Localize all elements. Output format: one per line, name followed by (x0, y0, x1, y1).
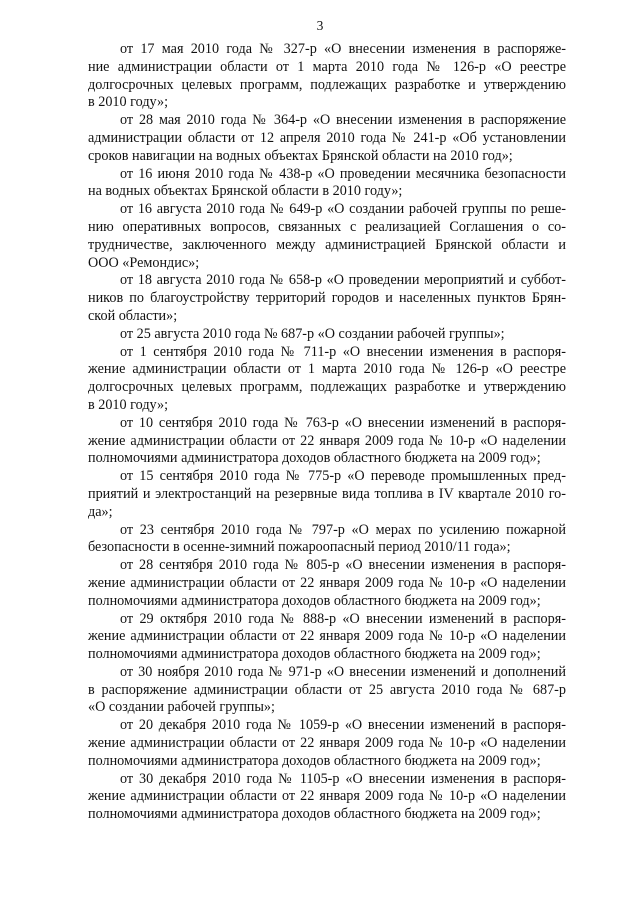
text-line: долгосрочных целевых программ, подлежащих разработке и утверждению (88, 379, 566, 396)
text-line: в распоряжение администрации области от 25 августа 2010 года № 687-р (88, 681, 566, 698)
text-line: да»; (88, 503, 113, 520)
document-body (88, 41, 566, 824)
text-line: полномочиями администратора доходов областного бюджета на 2009 год»; (88, 592, 541, 609)
text-line: от 23 сентября 2010 года № 797-р «О мерах по усилению пожарной (120, 521, 566, 538)
text-line: жение администрации области от 22 января 2009 года № 10-р «О наделении (88, 432, 566, 449)
text-line: ников по благоустройству территорий городов и населенных пунктов Брян- (88, 290, 566, 307)
text-line: нию оперативных вопросов, связанных с реализацией Соглашения о со- (88, 218, 566, 235)
text-line: от 18 августа 2010 года № 658-р «О проведении мероприятий и суббот- (120, 272, 566, 289)
text-line: ской области»; (88, 307, 178, 324)
text-line: в 2010 году»; (88, 94, 169, 111)
text-line: от 1 сентября 2010 года № 711-р «О внесении изменения в распоря- (120, 343, 566, 360)
text-line: от 29 октября 2010 года № 888-р «О внесении изменений в распоря- (120, 610, 566, 627)
text-line: от 30 декабря 2010 года № 1105-р «О внесении изменения в распоря- (120, 770, 566, 787)
text-line: от 25 августа 2010 года № 687-р «О создании рабочей группы»; (120, 325, 505, 342)
text-line: приятий и электростанций на резервные вида топлива в IV квартале 2010 го- (88, 485, 566, 502)
text-line: в 2010 году»; (88, 396, 169, 413)
text-line: от 10 сентября 2010 года № 763-р «О внесении изменений в распоря- (120, 414, 566, 431)
text-line: безопасности в осенне-зимний пожароопасный период 2010/11 года»; (88, 539, 511, 556)
text-line: от 28 мая 2010 года № 364-р «О внесении изменения в распоряжение (120, 112, 566, 129)
text-line: долгосрочных целевых программ, подлежащих разработке и утверждению (88, 76, 566, 93)
text-line: полномочиями администратора доходов областного бюджета на 2009 год»; (88, 450, 541, 467)
page-number: 3 (316, 18, 324, 33)
text-line: «О создании рабочей группы»; (88, 699, 275, 716)
text-line: сроков навигации на водных объектах Брянской области на 2010 год»; (88, 147, 513, 164)
text-line: трудничестве, заключенного между администрацией Брянской области и (88, 236, 566, 253)
text-line: ние администрации области от 1 марта 2010 года № 126-р «О реестре (88, 58, 566, 75)
text-line: от 28 сентября 2010 года № 805-р «О внесении изменения в распоря- (120, 557, 566, 574)
text-line: от 16 августа 2010 года № 649-р «О создании рабочей группы по реше- (120, 201, 566, 218)
text-line: жение администрации области от 22 января 2009 года № 10-р «О наделении (88, 628, 566, 645)
text-line: администрации области от 12 апреля 2010 года № 241-р «Об установлении (88, 129, 566, 146)
text-line: от 16 июня 2010 года № 438-р «О проведении месячника безопасности (120, 165, 566, 182)
text-line: полномочиями администратора доходов областного бюджета на 2009 год»; (88, 806, 541, 823)
text-line: от 30 ноября 2010 года № 971-р «О внесении изменений и дополнений (120, 663, 566, 680)
text-line: от 20 декабря 2010 года № 1059-р «О внесении изменений в распоря- (120, 717, 566, 734)
text-line: жение администрации области от 22 января 2009 года № 10-р «О наделении (88, 574, 566, 591)
text-line: от 17 мая 2010 года № 327-р «О внесении изменения в распоряже- (120, 41, 566, 57)
text-line: от 15 сентября 2010 года № 775-р «О переводе промышленных пред- (120, 468, 566, 485)
text-line: жение администрации области от 1 марта 2010 года № 126-р «О реестре (88, 361, 566, 378)
text-line: жение администрации области от 22 января 2009 года № 10-р «О наделении (88, 788, 566, 805)
text-line: ООО «Ремондис»; (88, 254, 200, 271)
text-line: полномочиями администратора доходов областного бюджета на 2009 год»; (88, 646, 541, 663)
text-line: жение администрации области от 22 января 2009 года № 10-р «О наделении (88, 735, 566, 752)
text-line: полномочиями администратора доходов областного бюджета на 2009 год»; (88, 752, 541, 769)
text-line: на водных объектах Брянской области в 2010 году»; (88, 183, 403, 200)
